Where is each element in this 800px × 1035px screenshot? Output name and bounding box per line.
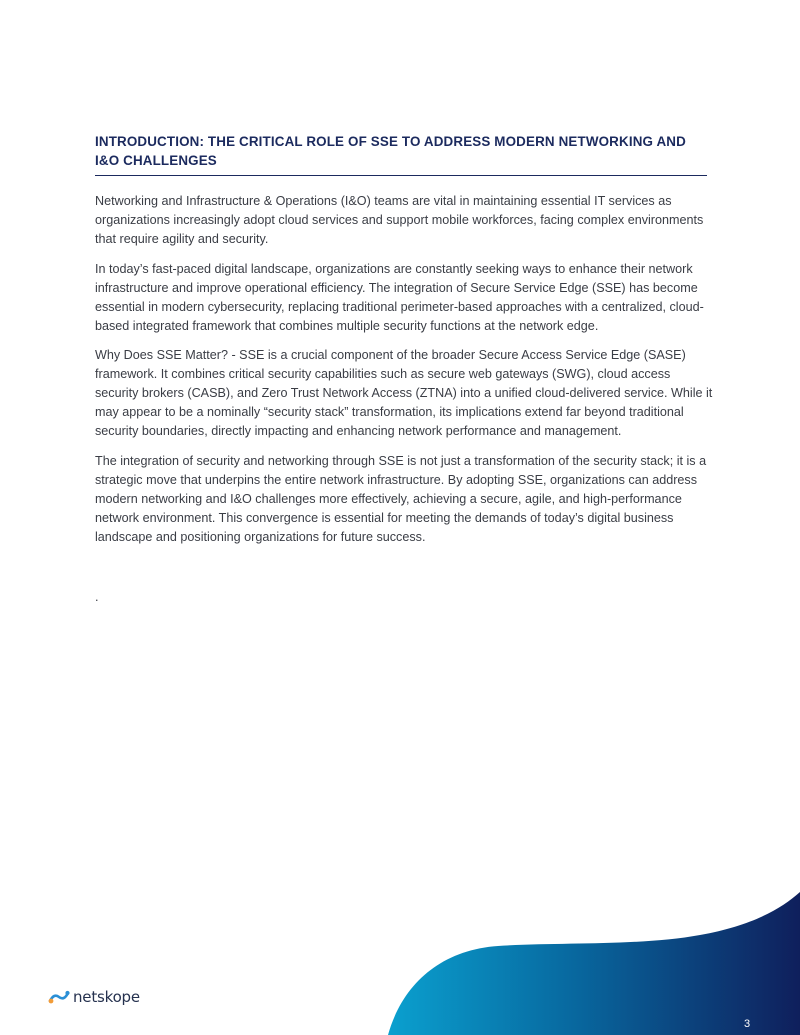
netskope-logo-mark-icon (48, 990, 70, 1004)
paragraph-1: Networking and Infrastructure & Operations (I&O) teams are vital in maintaining essential IT services as organizations increasingly adopt cloud services and support mobile workforces, facing complex environments that require agility and security. (95, 194, 704, 246)
page-number: 3 (744, 1018, 751, 1030)
paragraph-3: Why Does SSE Matter? - SSE is a crucial component of the broader Secure Access Service Edge (SASE) framework. It combines critical security capabilities such as secure web gateways (SWG), cloud access security brokers (CASB), and Zero Trust Network Access (ZTNA) into a unified cloud-delivered service. While it may appear to be a nominally “security stack” transformation, its implications extend far beyond traditional security boundaries, directly impacting and enhancing network performance and management. (95, 348, 713, 438)
paragraph-4: The integration of security and networking through SSE is not just a transformation of the security stack; it is a strategic move that underpins the entire network infrastructure. By adopting SSE, organizations can address modern networking and I&O challenges more effectively, achieving a secure, agile, and high-performance network environment. This convergence is essential for meeting the demands of today’s digital business landscape and positioning organizations for future success. (95, 453, 707, 544)
netskope-logo (48, 987, 140, 1007)
section-heading: INTRODUCTION: THE CRITICAL ROLE OF SSE TO ADDRESS MODERN NETWORKING AND I&O CHALLENGES (95, 134, 686, 168)
trailing-dot: . (95, 590, 99, 604)
logo-wordmark: netskope (73, 988, 140, 1006)
paragraph-2: In today’s fast-paced digital landscape, organizations are constantly seeking ways to enhance their network infrastructure and improve operational efficiency. The integration of Secure Service Edge (SSE) has become essential in modern cybersecurity, replacing traditional perimeter-based approaches with a centralized, cloud-based integrated framework that combines multiple security functions at the network edge. (95, 261, 704, 333)
